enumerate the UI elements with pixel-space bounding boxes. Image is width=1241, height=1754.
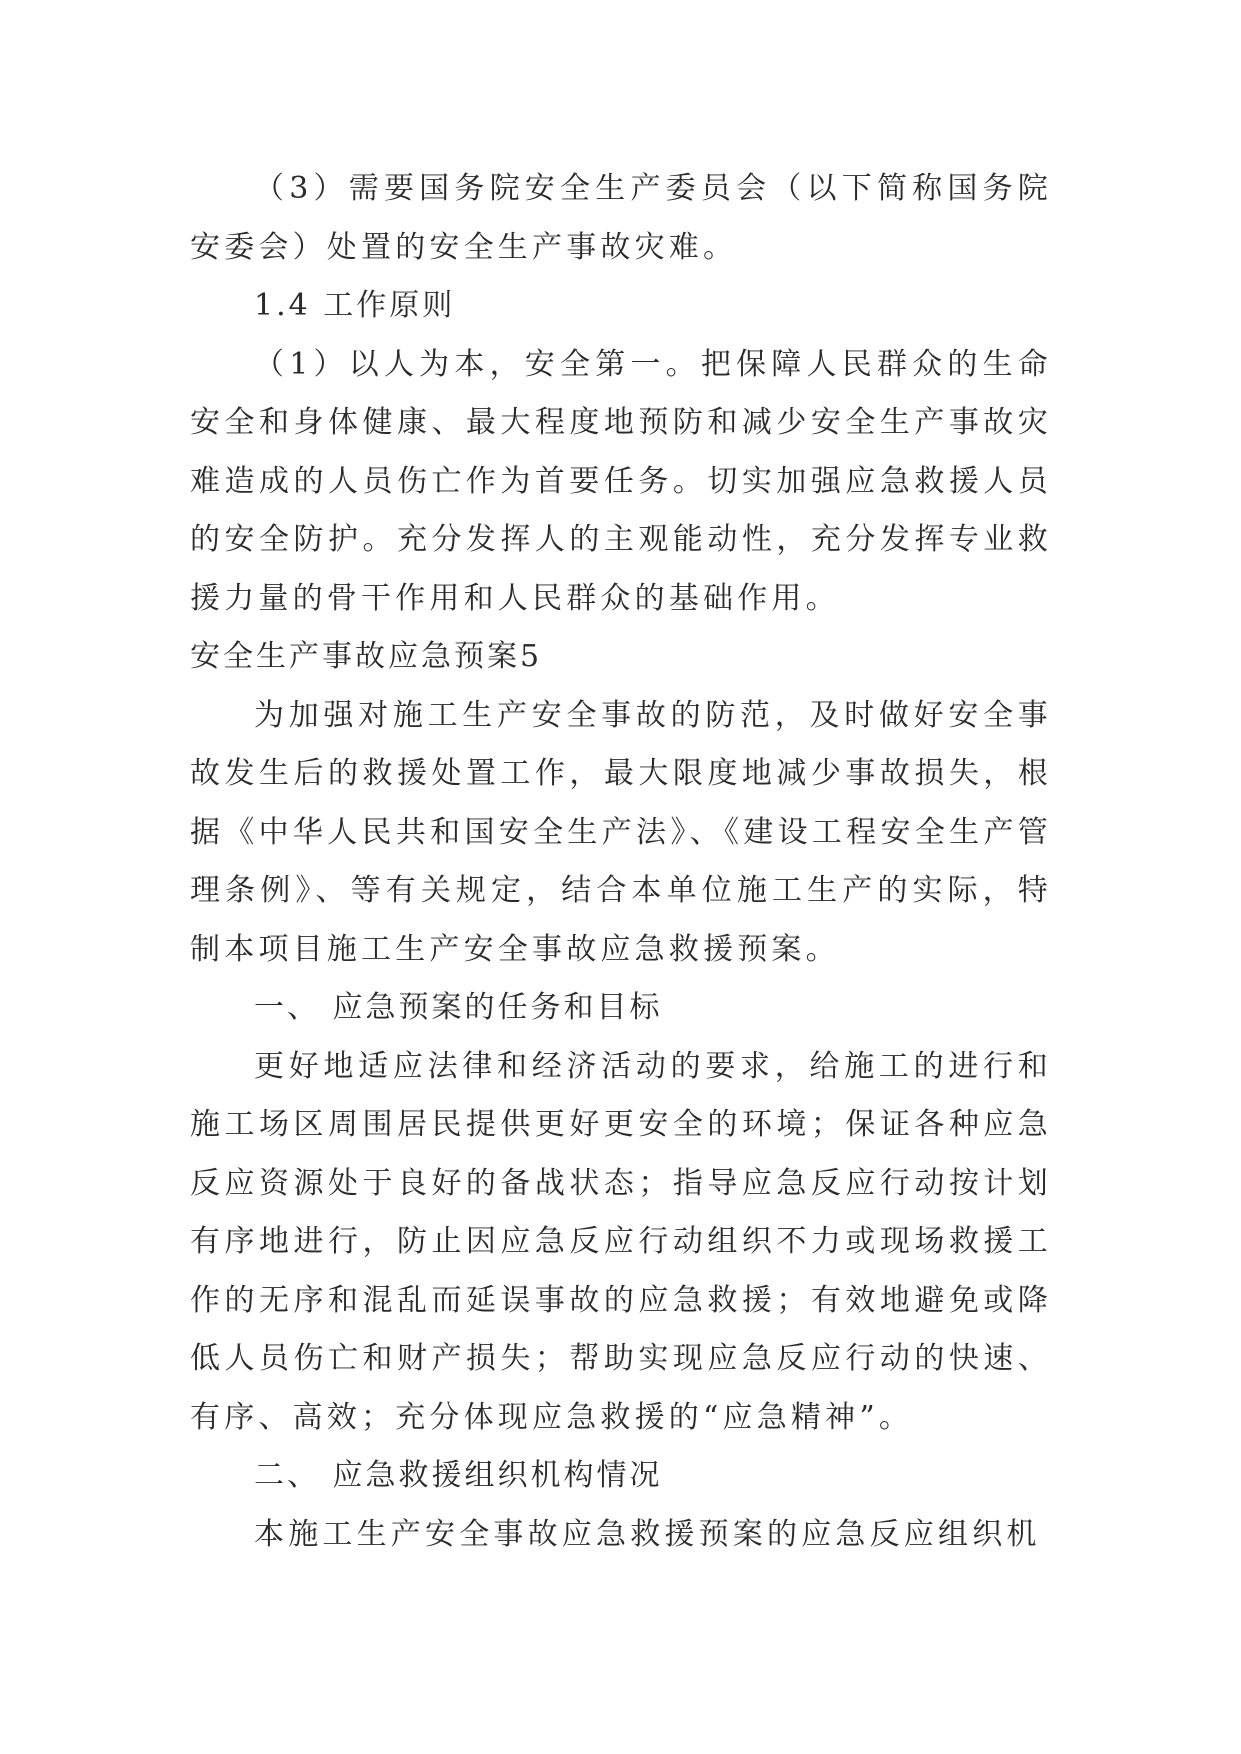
paragraph-scope-item-3: （3）需要国务院安全生产委员会（以下简称国务院安委会）处置的安全生产事故灾难。 bbox=[190, 171, 1052, 265]
paragraph-tasks-goals: 更好地适应法律和经济活动的要求，给施工的进行和施工场区周围居民提供更好更安全的环境；保证各种应急反应资源处于良好的备战状态；指导应急反应行动按计划有序地进行，防止因应急反应行动组织不力或现场救援工作的无序和混乱而延误事故的应急救援；有效地避免或降低人员伤亡和财产损失；帮助实现应急反应行动的快速、有序、高效；充分体现应急救援的“应急精神”。 bbox=[190, 1048, 1052, 1435]
paragraph-organization: 本施工生产安全事故应急救援预案的应急反应组织机 bbox=[254, 1516, 1041, 1552]
paragraph-intro: 为加强对施工生产安全事故的防范，及时做好安全事故发生后的救援处置工作，最大限度地减少事故损失，根据《中华人民共和国安全生产法》、《建设工程安全生产管理条例》、等有关规定，结合本单位施工生产的实际，特制本项目施工生产安全事故应急救援预案。 bbox=[190, 697, 1052, 967]
document-title-plan-5: 安全生产事故应急预案5 bbox=[190, 639, 543, 674]
document-body bbox=[190, 160, 1052, 1564]
section-heading-1-4: 1.4 工作原则 bbox=[254, 288, 456, 323]
section-heading-1: 一、 应急预案的任务和目标 bbox=[254, 990, 663, 1025]
section-heading-2: 二、 应急救援组织机构情况 bbox=[254, 1458, 663, 1493]
paragraph-principle-1: （1）以人为本，安全第一。把保障人民群众的生命安全和身体健康、最大程度地预防和减少安全生产事故灾难造成的人员伤亡作为首要任务。切实加强应急救援人员的安全防护。充分发挥人的主观能动性，充分发挥专业救援力量的骨干作用和人民群众的基础作用。 bbox=[190, 346, 1052, 616]
